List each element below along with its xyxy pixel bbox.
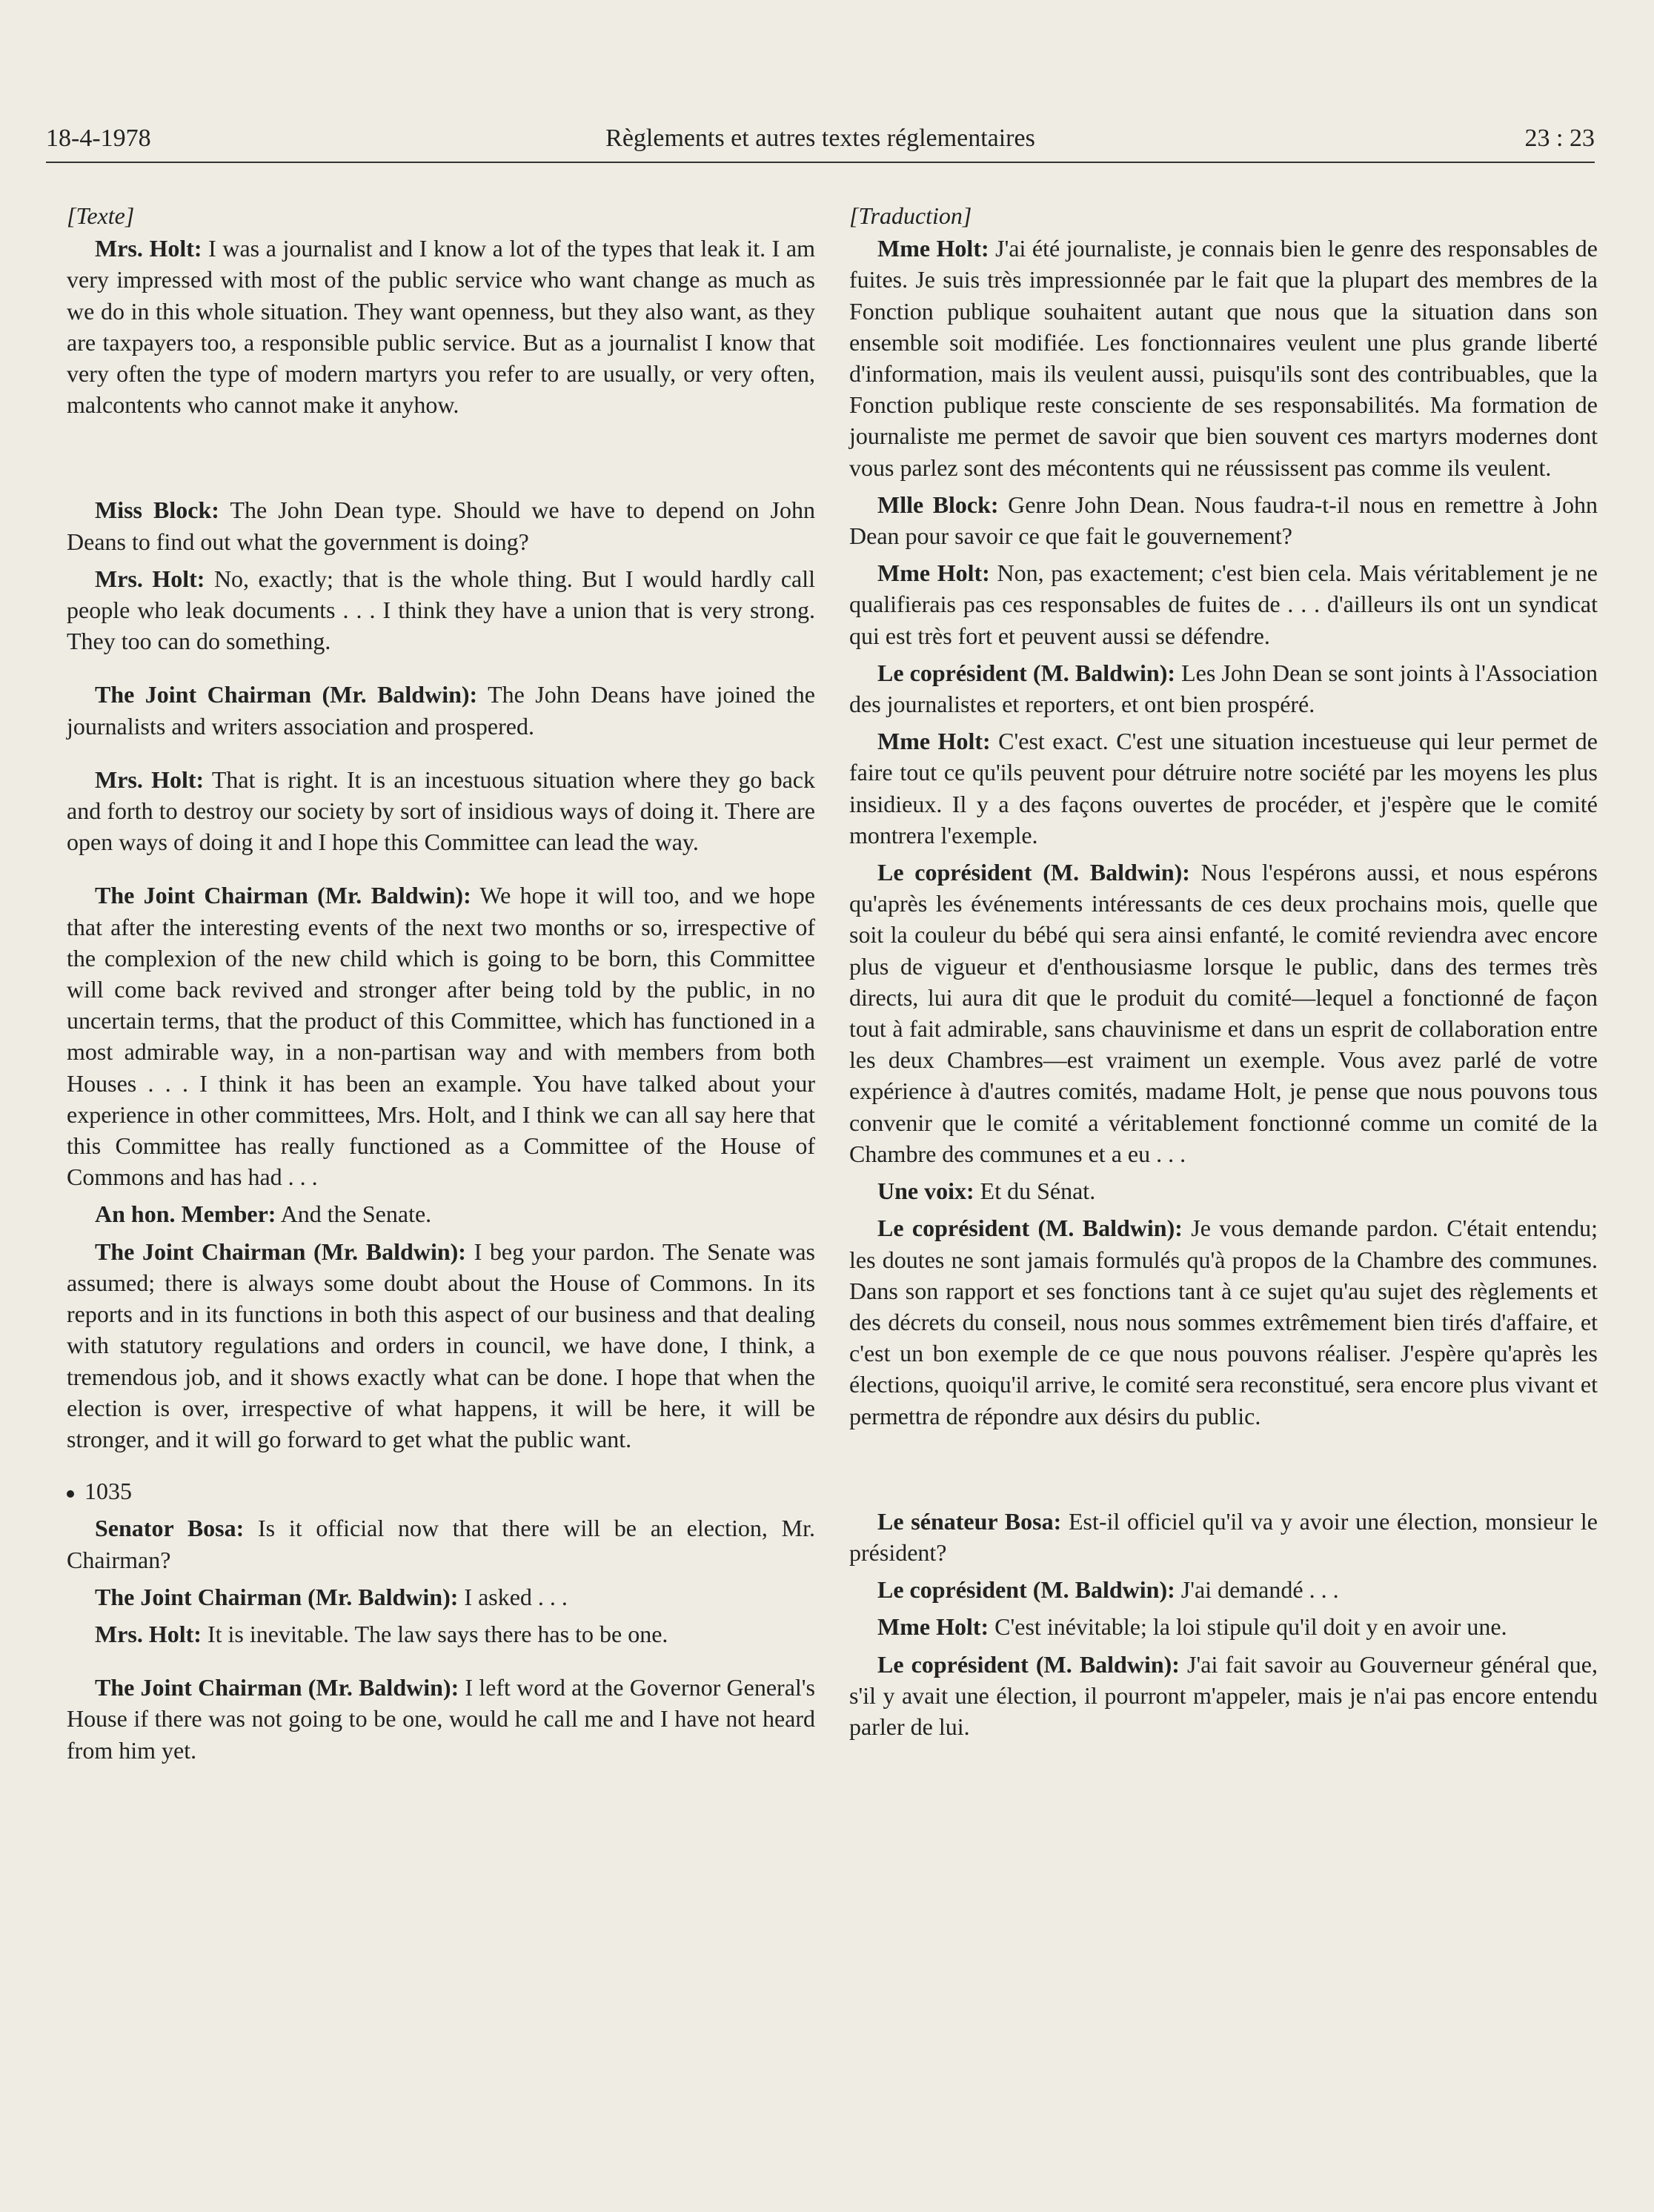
paragraph: [67, 679, 815, 741]
speech: The John Dean type. Should we have to depend on John Deans to find out what the government is doing?: [67, 496, 816, 555]
speaker: Le coprésident (M. Baldwin):: [877, 859, 1190, 886]
french-column: [849, 200, 1598, 1742]
speaker: Une voix:: [877, 1178, 974, 1205]
speech: Est-il officiel qu'il va y avoir une élection, monsieur le président?: [849, 1507, 1598, 1566]
speaker: Mrs. Holt:: [95, 565, 205, 592]
speech: Je vous demande pardon. C'était entendu; les doutes ne sont jamais formulés qu'à propos de la Chambre des communes. Dans son rapport et ses fonctions tant à ce sujet qu'au sujet des règlements et des décrets du conseil, nous nous sommes extrêmement bien tirés d'affaire, et c'est un bon exemple de ce que nous pouvons réaliser. J'espère qu'après les élections, quoiqu'il arrive, le comité sera reconstitué, sera encore plus vivant et permettra de répondre aux désirs du public.: [849, 1215, 1598, 1429]
speech: C'est exact. C'est une situation incestueuse qui leur permet de faire tout ce qu'ils peuvent pour détruire notre société par les moyens les plus insidieux. Il y a des façons ouvertes de procéder, et j'espère que le comité montrera l'exemple.: [849, 728, 1598, 848]
english-column: [67, 200, 815, 1766]
speech: Is it official now that there will be an election, Mr. Chairman?: [67, 1515, 816, 1573]
column-label: [Traduction]: [849, 202, 972, 229]
header-date: 18-4-1978: [46, 124, 151, 152]
speech: Nous l'espérons aussi, et nous espérons qu'après les événements intéressants de ces deux prochains mois, quelle que soit la couleur du bébé qui sera ainsi enfanté, le comité reviendra avec encore plus de vigueur et d'enthousiasme lorsque le public, dans des termes très directs, lui aura dit que le produit du comité—lequel a fonctionné de façon tout à fait admirable, sans chauvinisme et dans un esprit de collaboration entre les deux Chambres—est vraiment un exemple. Vous avez parlé de votre expérience à d'autres comités, madame Holt, je pense que nous pouvons tous convenir que le comité a véritablement fonctionné comme un comité de la Chambre des communes et a eu . . .: [849, 859, 1598, 1167]
speech: I was a journalist and I know a lot of the types that leak it. I am very impressed with most of the public service who want change as much as we do in this whole situation. They want openness, but they also want, as they are taxpayers too, a responsible public service. But as a journalist I know that very often the type of modern martyrs you refer to are usually, or very often, malcontents who cannot make it anyhow.: [67, 235, 816, 419]
paragraph: [849, 1574, 1598, 1605]
speaker: Mme Holt:: [877, 1613, 989, 1641]
speech: Genre John Dean. Nous faudra-t-il nous en remettre à John Dean pour savoir ce que fait le gouvernement?: [849, 491, 1598, 550]
paragraph: [67, 1236, 815, 1455]
time-marker: [67, 1475, 815, 1507]
speaker: The Joint Chairman (Mr. Baldwin):: [95, 1583, 459, 1610]
speech: It is inevitable. The law says there has to be one.: [201, 1620, 668, 1647]
speaker: Mlle Block:: [877, 491, 999, 518]
paragraph: [67, 563, 815, 657]
speaker: The Joint Chairman (Mr. Baldwin):: [95, 681, 478, 708]
paragraph: [849, 489, 1598, 551]
speaker: Le coprésident (M. Baldwin):: [877, 1650, 1180, 1678]
speech: No, exactly; that is the whole thing. But I would hardly call people who leak documents . . . I think they have a union that is very strong. They too can do something.: [67, 565, 816, 655]
speech: Et du Sénat.: [974, 1178, 1096, 1205]
paragraph: [849, 557, 1598, 651]
speech: I left word at the Governor General's House if there was not going to be one, would he call me and I have not heard from him yet.: [67, 1674, 815, 1764]
speaker: Mrs. Holt:: [95, 1620, 202, 1647]
speaker: The Joint Chairman (Mr. Baldwin):: [95, 882, 471, 909]
speech: J'ai été journaliste, je connais bien le genre des responsables de fuites. Je suis très impressionnée par le fait que la plupart des membres de la Fonction publique souhaitent autant que nous que la situation dans son ensemble soit modifiée. Les fonctionnaires veulent une plus grande liberté d'information, mais ils veulent aussi, puisqu'ils sont des contribuables, que la Fonction publique reste consciente de ses responsabilités. Ma formation de journaliste me permet de savoir que bien souvent ces martyrs modernes dont vous parlez sont des mécontents qui ne réussissent pas comme ils veulent.: [849, 235, 1598, 481]
paragraph: [67, 764, 815, 858]
paragraph: [67, 494, 815, 557]
speaker: Mme Holt:: [877, 728, 991, 755]
paragraph: [67, 233, 815, 420]
speech: I asked . . .: [458, 1583, 568, 1610]
paragraph: [67, 1512, 815, 1575]
paragraph: [67, 880, 815, 1192]
speaker: Le sénateur Bosa:: [877, 1507, 1062, 1535]
paragraph: [849, 233, 1598, 483]
speaker: Le coprésident (M. Baldwin):: [877, 659, 1176, 686]
speaker: Mme Holt:: [877, 235, 989, 262]
header-title: Règlements et autres textes réglementaires: [605, 124, 1035, 152]
speaker: Le coprésident (M. Baldwin):: [877, 1215, 1183, 1242]
speech: J'ai fait savoir au Gouverneur général que, s'il y avait une élection, il pourront m'appeler, mais je n'ai pas encore entendu parler de lui.: [849, 1650, 1598, 1740]
speech: The John Deans have joined the journalists and writers association and prospered.: [67, 681, 816, 740]
paragraph: [849, 725, 1598, 851]
bullet-icon: [67, 1490, 74, 1498]
paragraph: [849, 1649, 1598, 1743]
paragraph: [67, 1672, 815, 1766]
speaker: Mrs. Holt:: [95, 765, 205, 793]
speech: We hope it will too, and we hope that after the interesting events of the next two months or so, irrespective of the complexion of the new child which is going to be born, this Committee will come back revived and stronger after being told by the public, in no uncertain terms, that the product of this Committee, which has functioned in a most admirable way, in a non-partisan way and with members from both Houses . . . I think it has been an example. You have talked about your experience in other committees, Mrs. Holt, and I think we can all say here that this Committee has really functioned as a Committee of the House of Commons and has had . . .: [67, 882, 816, 1191]
speech: Les John Dean se sont joints à l'Association des journalistes et reporters, et ont bien prospéré.: [849, 659, 1598, 718]
page-header: [46, 124, 1595, 163]
paragraph: [849, 1175, 1598, 1206]
speaker: Le coprésident (M. Baldwin):: [877, 1576, 1175, 1604]
paragraph: [849, 657, 1598, 720]
speech: I beg your pardon. The Senate was assumed; there is always some doubt about the House of Commons. In its reports and in its functions in both this aspect of our business and that dealing with statutory regulations and orders in council, we have done, I think, a tremendous job, and it shows exactly what can be done. I hope that when the election is over, irrespective of what happens, it will be here, it will be stronger, and it will go forward to get what the public want.: [67, 1238, 816, 1452]
paragraph: [67, 1618, 815, 1650]
speech: And the Senate.: [276, 1200, 432, 1228]
speaker: Miss Block:: [95, 496, 219, 524]
paragraph: [849, 1506, 1598, 1568]
speaker: The Joint Chairman (Mr. Baldwin):: [95, 1238, 466, 1265]
speaker: The Joint Chairman (Mr. Baldwin):: [95, 1674, 459, 1701]
paragraph: [67, 1581, 815, 1612]
speaker: An hon. Member:: [95, 1200, 276, 1228]
time-marker-value: 1035: [84, 1478, 132, 1505]
paragraph: [849, 857, 1598, 1169]
speech: C'est inévitable; la loi stipule qu'il doit y en avoir une.: [989, 1613, 1507, 1641]
paragraph: [67, 1198, 815, 1229]
column-label: [Texte]: [67, 202, 135, 229]
speaker: Mme Holt:: [877, 559, 990, 587]
speech: J'ai demandé . . .: [1175, 1576, 1339, 1604]
paragraph: [849, 1611, 1598, 1642]
header-page-number: 23 : 23: [1524, 124, 1595, 152]
speaker: Senator Bosa:: [95, 1515, 245, 1542]
paragraph: [849, 1212, 1598, 1431]
speech: Non, pas exactement; c'est bien cela. Mais véritablement je ne qualifierais pas ces responsables de fuites de . . . d'ailleurs ils ont un syndicat qui est très fort et peuvent aussi se défendre.: [849, 559, 1598, 649]
speech: That is right. It is an incestuous situation where they go back and forth to destroy our society by sort of insidious ways of doing it. There are open ways of doing it and I hope this Committee can lead the way.: [67, 765, 816, 856]
speaker: Mrs. Holt:: [95, 235, 202, 262]
